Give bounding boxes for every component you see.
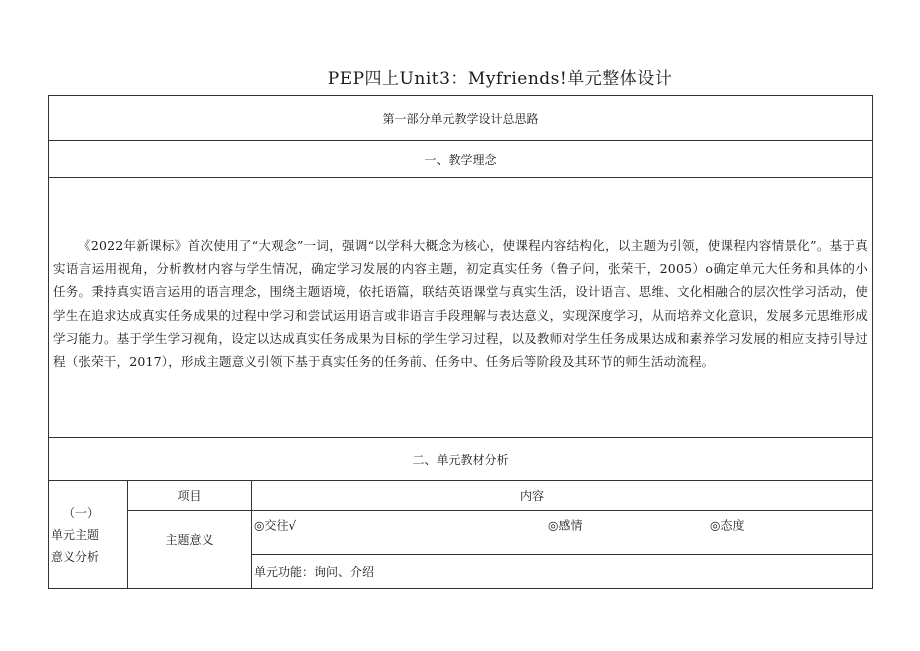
subsection-title-line2: 意义分析 (51, 549, 100, 564)
subsection-number: （一） (63, 505, 100, 520)
option-emotion: ◎感情 (548, 518, 583, 533)
column-header-item: 项目 (128, 481, 252, 511)
subsection-title-line1: 单元主题 (51, 527, 100, 542)
design-table (48, 95, 873, 589)
subsection-label (49, 481, 128, 588)
row-label-theme: 主题意义 (128, 511, 252, 588)
section1-body: 《2022年新课标》首次使用了“大观念”一词，强调“以学科大概念为核心，使课程内容结构化，以主题为引领，使课程内容情景化”。基于真实语言运用视角，分析教材内容与学生情况，确定学习发展的内容主题，初定真实任务（鲁子问，张荣干，2005）o确定单元大任务和具体的小任务。秉持真实语言运用的语言理念，围绕主题语境，依托语篇，联结英语课堂与真实生活，设计语言、思维、文化相融合的层次性学习活动，使学生在追求达成真实任务成果的过程中学习和尝试运用语言或非语言手段理解与表达意义，实现深度学习，从而培养文化意识，发展多元思维形成学习能力。基于学生学习视角，设定以达成真实任务成果为目标的学生学习过程，以及教师对学生任务成果达成和素养学习发展的相应支持引导过程（张荣干，2017），形成主题意义引领下基于真实任务的任务前、任务中、任务后等阶段及其环节的师生活动流程。 (53, 238, 868, 370)
unit-function: 单元功能：询问、介绍 (254, 565, 375, 579)
analysis-table (49, 480, 872, 589)
section1-heading: 一、教学理念 (49, 140, 872, 177)
theme-options (252, 511, 872, 555)
part-heading: 第一部分单元教学设计总思路 (49, 95, 872, 140)
page-title: PEP四上Unit3：Myfriends!单元整体设计 (327, 69, 673, 89)
section2-heading: 二、单元教材分析 (49, 437, 872, 480)
option-interaction: ◎交往√ (254, 518, 297, 533)
section1-body-cell (49, 177, 872, 437)
column-header-content: 内容 (252, 481, 872, 511)
option-attitude: ◎态度 (710, 518, 745, 533)
